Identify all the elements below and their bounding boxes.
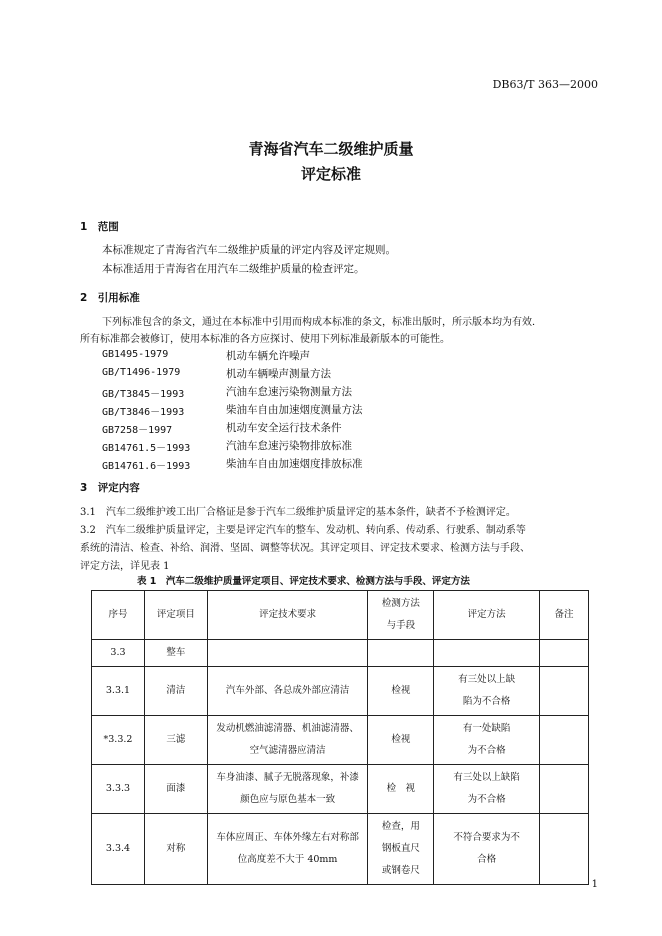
cell-evaluation [434, 667, 540, 716]
cell-method: 检视 [368, 716, 434, 765]
clause-3-2: 评定方法，详见表 1 [80, 561, 170, 572]
table-row [92, 716, 589, 765]
section-heading-scope: 1 范围 [80, 221, 119, 233]
cell-line: 有一处缺陷 [462, 723, 511, 734]
cell-no: *3.3.2 [92, 716, 145, 765]
table-row [92, 640, 589, 667]
table-row [92, 814, 589, 885]
cell-evaluation [434, 814, 540, 885]
reference-code: GB/T1496-1979 [102, 367, 181, 378]
cell-line: 为不合格 [467, 745, 506, 756]
clause-3-2: 系统的清洁、检查、补给、润滑、坚固、调整等状况。其评定项目、评定技术要求、检测方法与手段、 [80, 543, 530, 554]
cell-remark [540, 640, 589, 667]
section-heading-content: 3 评定内容 [80, 482, 140, 494]
header-item: 评定项目 [144, 591, 207, 640]
cell-method: 检 视 [368, 765, 434, 814]
document-id: DB63/T 363—2000 [492, 78, 598, 91]
cell-evaluation [434, 640, 540, 667]
cell-requirement [207, 716, 368, 765]
header-no: 序号 [92, 591, 145, 640]
reference-code: GB14761.5－1993 [102, 443, 191, 454]
cell-line: 检查，用 [381, 821, 420, 832]
cell-no: 3.3.4 [92, 814, 145, 885]
reference-title: 柴油车自由加速烟度测量方法 [226, 404, 363, 416]
reference-code: GB/T3846－1993 [102, 407, 185, 418]
cell-no: 3.3 [92, 640, 145, 667]
reference-code: GB7258－1997 [102, 425, 173, 436]
cell-remark [540, 814, 589, 885]
cell-method: 检视 [368, 667, 434, 716]
header-evaluation: 评定方法 [434, 591, 540, 640]
cell-remark [540, 765, 589, 814]
table-row [92, 667, 589, 716]
section-heading-references: 2 引用标准 [80, 292, 140, 304]
cell-line: 陷为不合格 [462, 696, 511, 707]
cell-item: 面漆 [144, 765, 207, 814]
cell-requirement [207, 765, 368, 814]
scope-paragraph: 本标准适用于青海省在用汽车二级维护质量的检查评定。 [102, 263, 365, 275]
cell-item: 对称 [144, 814, 207, 885]
cell-line: 钢板直尺 [381, 843, 420, 854]
table-caption: 表 1 汽车二级维护质量评定项目、评定技术要求、检测方法与手段、评定方法 [137, 576, 470, 587]
references-intro: 下列标准包含的条文，通过在本标准中引用而构成本标准的条文，标准出版时，所示版本均为有效． [102, 317, 542, 328]
cell-no: 3.3.3 [92, 765, 145, 814]
cell-line: 有三处以上缺陷 [453, 772, 520, 783]
cell-line: 空气滤清器应清洁 [249, 745, 326, 756]
cell-item: 三滤 [144, 716, 207, 765]
cell-line: 为不合格 [467, 794, 506, 805]
header-method-line: 与手段 [386, 620, 416, 631]
cell-remark [540, 716, 589, 765]
cell-requirement: 汽车外部、各总成外部应清洁 [207, 667, 368, 716]
header-requirement: 评定技术要求 [207, 591, 368, 640]
cell-item: 整车 [144, 640, 207, 667]
cell-requirement [207, 814, 368, 885]
reference-title: 机动车辆允许噪声 [226, 350, 310, 362]
evaluation-table [91, 590, 589, 885]
header-method-line: 检测方法 [381, 598, 420, 609]
cell-evaluation [434, 765, 540, 814]
cell-line: 位高度差不大于 40mm [237, 854, 338, 865]
cell-line: 不符合要求为不 [453, 832, 520, 843]
page-number: 1 [591, 879, 598, 890]
cell-line: 发动机燃油滤清器、机油滤清器、 [216, 723, 359, 734]
table-row [92, 765, 589, 814]
table-header-row [92, 591, 589, 640]
reference-title: 机动车辆噪声测量方法 [226, 368, 331, 380]
reference-title: 柴油车自由加速烟度排放标准 [226, 458, 363, 470]
header-method [368, 591, 434, 640]
cell-no: 3.3.1 [92, 667, 145, 716]
header-remark: 备注 [540, 591, 589, 640]
clause-3-1: 3.1 汽车二级维护竣工出厂合格证是参于汽车二级维护质量评定的基本条件，缺者不予检测评定。 [80, 507, 516, 518]
cell-remark [540, 667, 589, 716]
reference-title: 机动车安全运行技术条件 [226, 422, 342, 434]
reference-code: GB/T3845－1993 [102, 389, 185, 400]
reference-title: 汽油车怠速污染物测量方法 [226, 386, 352, 398]
cell-line: 或钢卷尺 [381, 865, 420, 876]
cell-evaluation [434, 716, 540, 765]
cell-requirement [207, 640, 368, 667]
cell-method [368, 814, 434, 885]
cell-line: 有三处以上缺 [458, 674, 516, 685]
clause-3-2: 3.2 汽车二级维护质量评定，主要是评定汽车的整车、发动机、转向系、传动系、行驶系、制动系等 [80, 525, 526, 536]
cell-line: 车体应周正、车体外缘左右对称部 [216, 832, 359, 843]
reference-code: GB14761.6－1993 [102, 461, 191, 472]
cell-line: 颜色应与原色基本一致 [240, 794, 336, 805]
document-title: 青海省汽车二级维护质量 [248, 140, 414, 158]
cell-method [368, 640, 434, 667]
cell-line: 合格 [477, 854, 497, 865]
document-subtitle: 评定标准 [300, 165, 361, 183]
references-intro: 所有标准都会被修订，使用本标准的各方应探讨、使用下列标准最新版本的可能性。 [80, 334, 450, 345]
reference-code: GB1495-1979 [102, 349, 169, 360]
reference-title: 汽油车怠速污染物排放标准 [226, 440, 352, 452]
cell-item: 清洁 [144, 667, 207, 716]
scope-paragraph: 本标准规定了青海省汽车二级维护质量的评定内容及评定规则。 [102, 244, 396, 256]
cell-line: 车身油漆、腻子无脱落现象，补漆 [216, 772, 359, 783]
